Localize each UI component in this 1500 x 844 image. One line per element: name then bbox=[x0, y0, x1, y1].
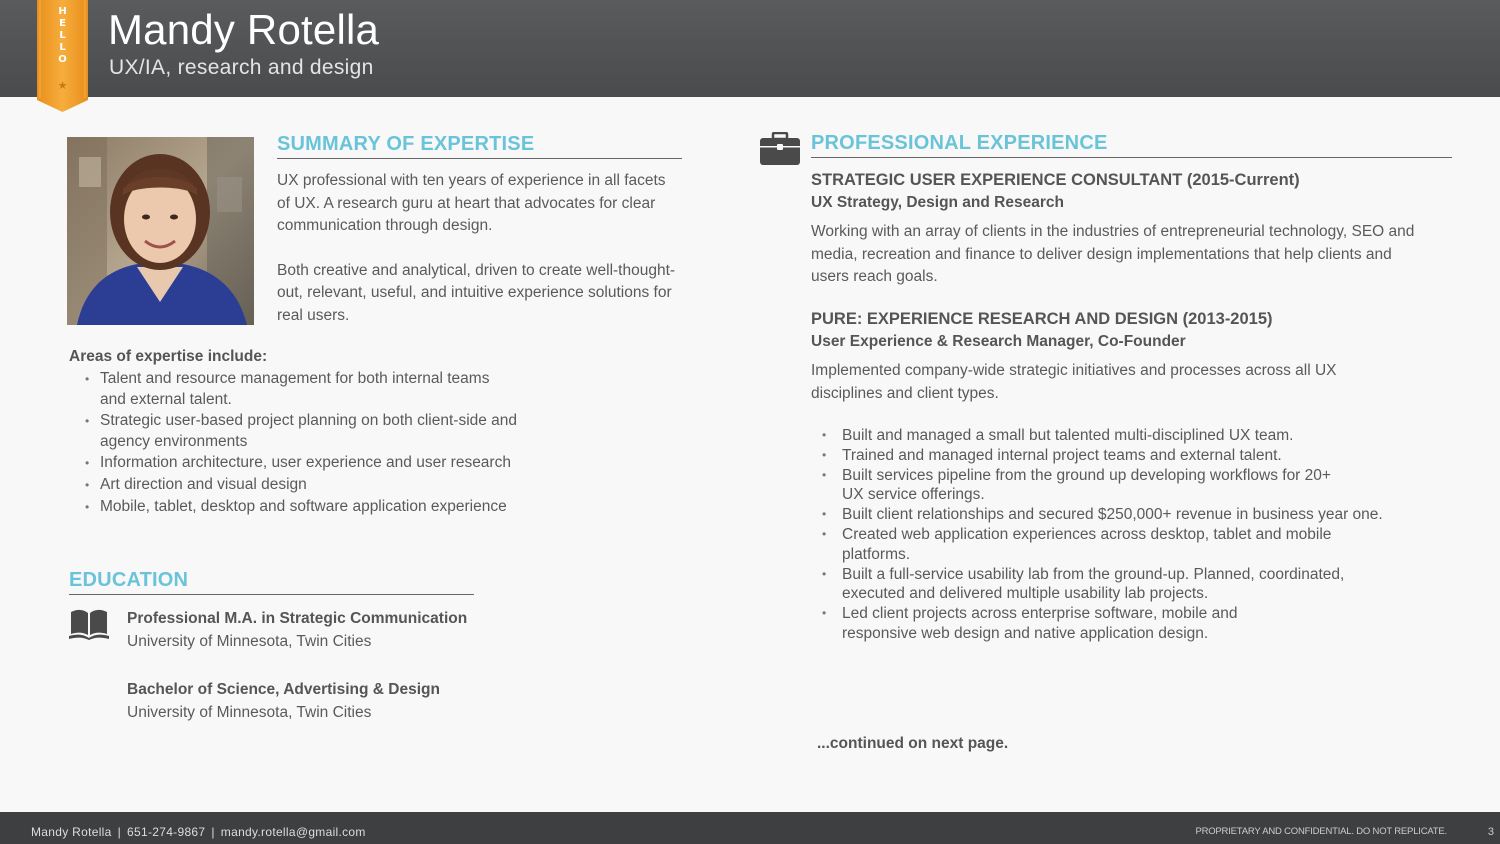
footer-bar bbox=[0, 812, 1500, 844]
summary-paragraph: UX professional with ten years of experience in all facets of UX. A research guru at heart that advocates for clear communication through design. bbox=[277, 172, 666, 234]
confidential-notice: PROPRIETARY AND CONFIDENTIAL. DO NOT REPLICATE. bbox=[1195, 826, 1447, 837]
areas-title: Areas of expertise include: bbox=[69, 348, 268, 365]
star-icon: ★ bbox=[57, 80, 68, 92]
experience-list bbox=[822, 426, 1442, 644]
footer-contact bbox=[31, 825, 366, 839]
footer-separator: | bbox=[117, 825, 122, 839]
ribbon-text bbox=[37, 6, 88, 65]
profile-photo bbox=[67, 137, 254, 325]
job-role: UX Strategy, Design and Research bbox=[811, 194, 1064, 211]
job-description: Working with an array of clients in the industries of entrepreneurial technology, SEO and media, recreation and finance to deliver design implementations that help clients and users reach goals. bbox=[811, 223, 1415, 285]
footer-separator: | bbox=[211, 825, 215, 839]
job-description: Implemented company-wide strategic initiatives and processes across all UX disciplines and client types. bbox=[811, 362, 1337, 402]
list-item: • Built client relationships and secured $250,000+ revenue in business year one. bbox=[822, 505, 1442, 525]
ribbon-letter: O bbox=[58, 54, 67, 65]
person-tagline: UX/IA, research and design bbox=[109, 56, 374, 79]
person-name: Mandy Rotella bbox=[108, 6, 380, 53]
summary-paragraph: Both creative and analytical, driven to create well-thought-out, relevant, useful, and intuitive experience solutions for real users. bbox=[277, 261, 676, 324]
job-role: User Experience & Research Manager, Co-Founder bbox=[811, 333, 1186, 350]
areas-list bbox=[85, 369, 555, 519]
ribbon-letter: L bbox=[59, 42, 66, 53]
ribbon-letter: L bbox=[59, 30, 66, 41]
job-title: STRATEGIC USER EXPERIENCE CONSULTANT (2015-Current) bbox=[811, 171, 1300, 189]
hello-ribbon bbox=[37, 0, 88, 112]
list-item: • Trained and managed internal project teams and external talent. bbox=[822, 446, 1442, 466]
list-item: • Built a full-service usability lab from the ground-up. Planned, coordinated, executed and delivered multiple usability lab projects. bbox=[822, 565, 1352, 605]
footer-name: Mandy Rotella bbox=[31, 825, 112, 839]
list-item: • Mobile, tablet, desktop and software application experience bbox=[85, 497, 555, 518]
page-number: 3 bbox=[1487, 826, 1494, 838]
footer-phone[interactable]: 651-274-9867 bbox=[127, 825, 206, 839]
ribbon-letter: E bbox=[59, 18, 66, 29]
education-item bbox=[127, 678, 440, 724]
list-item: • Information architecture, user experience and user research bbox=[85, 453, 555, 474]
education-degree: Bachelor of Science, Advertising & Design bbox=[127, 681, 440, 698]
education-item bbox=[127, 607, 467, 653]
list-item: • Created web application experiences across desktop, tablet and mobile platforms. bbox=[822, 525, 1382, 565]
education-school: University of Minnesota, Twin Cities bbox=[127, 633, 372, 650]
footer-email[interactable]: mandy.rotella@gmail.com bbox=[220, 825, 366, 839]
summary-text bbox=[277, 170, 677, 327]
briefcase-icon bbox=[760, 132, 800, 166]
list-item: • Built and managed a small but talented multi-disciplined UX team. bbox=[822, 426, 1442, 446]
list-item: • Talent and resource management for both internal teams and external talent. bbox=[85, 369, 515, 410]
header-bar bbox=[0, 0, 1500, 97]
experience-heading: PROFESSIONAL EXPERIENCE bbox=[811, 132, 1452, 158]
job-title: PURE: EXPERIENCE RESEARCH AND DESIGN (2013-2015) bbox=[811, 310, 1273, 328]
list-item: • Led client projects across enterprise software, mobile and responsive web design and native application design. bbox=[822, 604, 1292, 644]
continued-note: ...continued on next page. bbox=[817, 735, 1009, 752]
ribbon-letter: H bbox=[58, 6, 67, 17]
list-item: • Strategic user-based project planning on both client-side and agency environments bbox=[85, 411, 520, 452]
education-heading: EDUCATION bbox=[69, 569, 474, 595]
book-icon bbox=[69, 606, 109, 640]
list-item: • Built services pipeline from the ground up developing workflows for 20+ UX service offerings. bbox=[822, 466, 1352, 506]
summary-heading: SUMMARY OF EXPERTISE bbox=[277, 133, 682, 159]
list-item: • Art direction and visual design bbox=[85, 475, 555, 496]
education-degree: Professional M.A. in Strategic Communication bbox=[127, 610, 468, 627]
education-school: University of Minnesota, Twin Cities bbox=[127, 704, 372, 721]
